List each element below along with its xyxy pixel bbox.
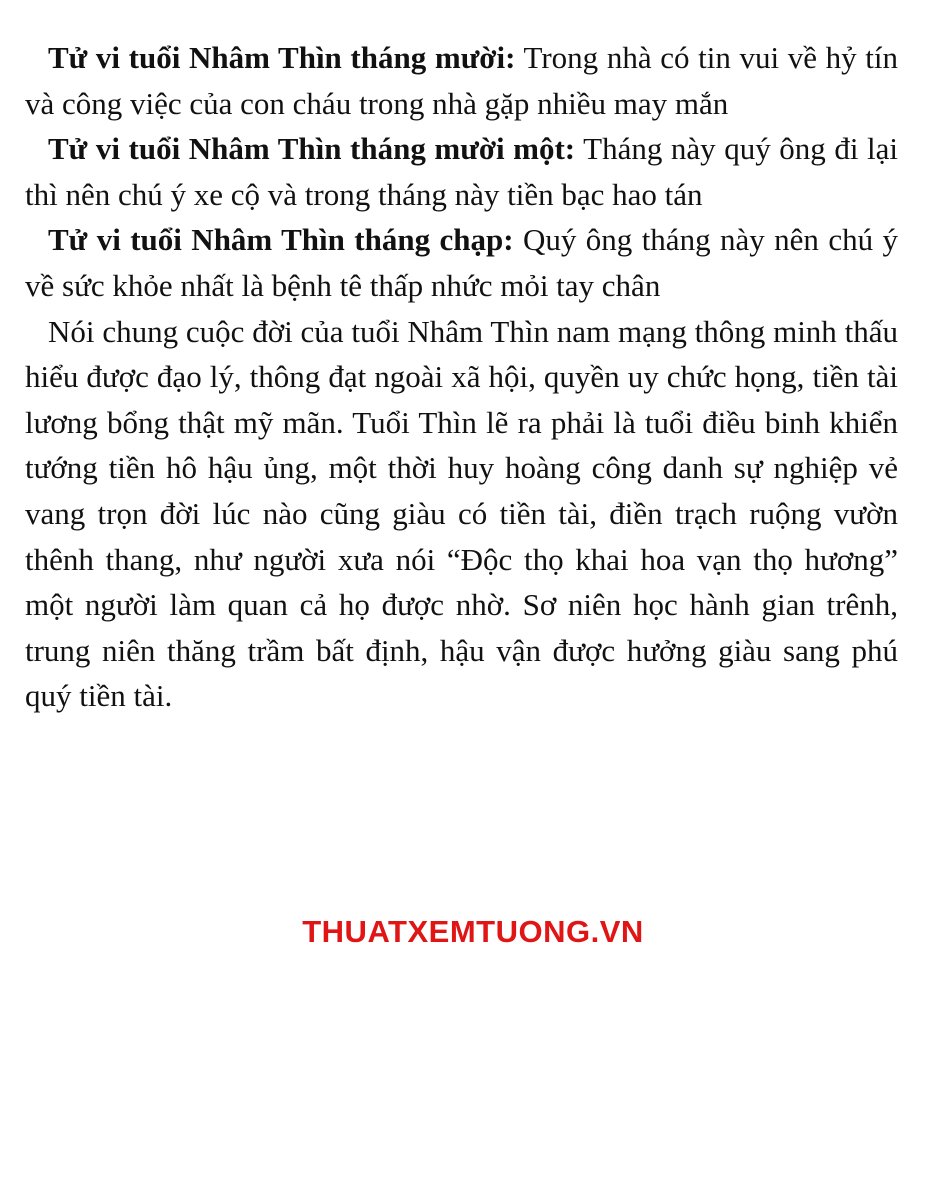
paragraph-heading: Tử vi tuổi Nhâm Thìn tháng mười:	[48, 40, 516, 75]
paragraph-month-11	[25, 126, 898, 217]
paragraph-month-12	[25, 217, 898, 308]
paragraph-month-10	[25, 35, 898, 126]
paragraph-heading: Tử vi tuổi Nhâm Thìn tháng chạp:	[48, 222, 514, 258]
paragraph-text: Nói chung cuộc đời của tuổi Nhâm Thìn nam mạng thông minh thấu hiểu được đạo lý, thông đạt ngoài xã hội, quyền uy chức họng, tiền tài lương bổng thật mỹ mãn. Tuổi Thìn lẽ ra phải là tuổi điều binh khiển tướng tiền hô hậu ủng, một thời huy hoàng công danh sự nghiệp vẻ vang trọn đời lúc nào cũng giàu có tiền tài, điền trạch ruộng vườn thênh thang, như người xưa nói “Độc thọ khai hoa vạn thọ hương” một người làm quan cả họ được nhờ. Sơ niên học hành gian trênh, trung niên thăng trầm bất định, hậu vận được hưởng giàu sang phú quý tiền tài.	[25, 313, 898, 714]
paragraph-text: Tháng này quý ông đi lại thì nên chú ý xe cộ và trong tháng này tiền bạc hao tán	[25, 131, 898, 212]
paragraph-text: Quý ông tháng này nên chú ý về sức khỏe nhất là bệnh tê thấp nhức mỏi tay chân	[25, 222, 898, 303]
document-body	[25, 35, 898, 719]
site-watermark: THUATXEMTUONG.VN	[302, 914, 644, 949]
paragraph-summary	[25, 309, 898, 719]
paragraph-heading: Tử vi tuổi Nhâm Thìn tháng mười một:	[48, 131, 576, 167]
paragraph-text: Trong nhà có tin vui về hỷ tín và công việc của con cháu trong nhà gặp nhiều may mắn	[25, 40, 898, 121]
